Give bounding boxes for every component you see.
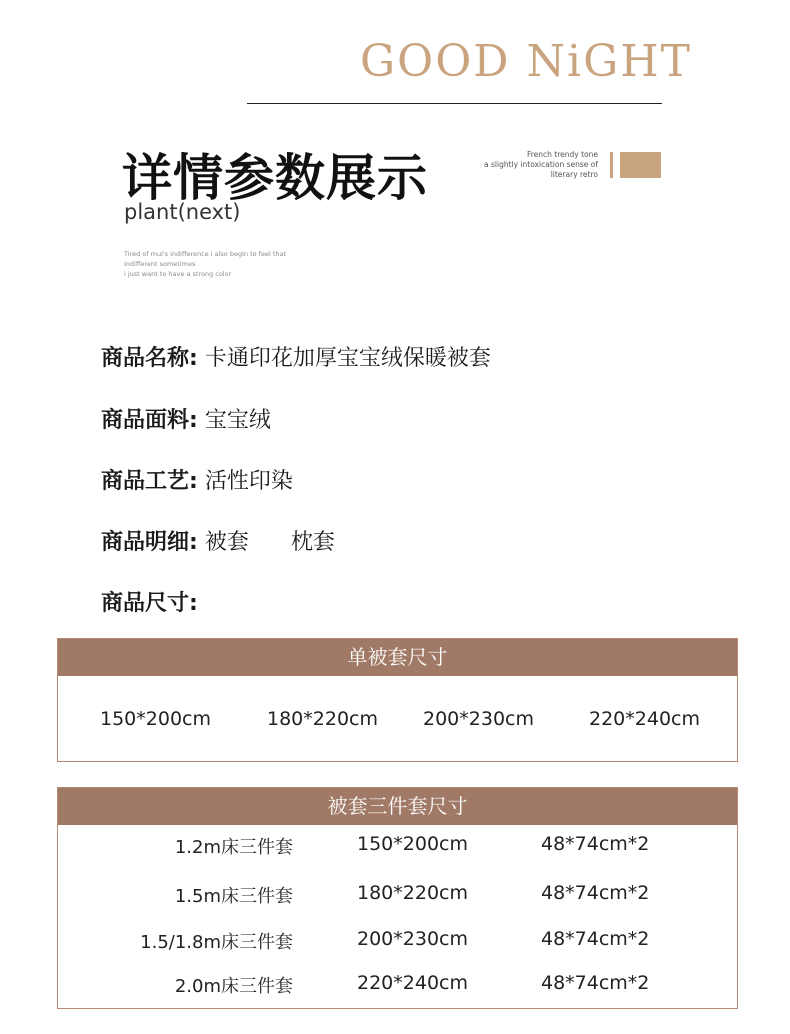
single-duvet-size: 220*240cm — [589, 708, 700, 730]
tagline-line: i just want to have a strong color — [124, 270, 232, 278]
tagline-line: indifferent sometimes — [124, 260, 196, 268]
spec-value: 卡通印花加厚宝宝绒保暖被套 — [204, 346, 491, 371]
spec-key: 商品尺寸: — [101, 591, 198, 616]
pillow-size: 48*74cm*2 — [541, 928, 650, 950]
spec-key: 商品工艺: — [101, 469, 198, 494]
brand-logo-text: GOOD NiGHT — [360, 36, 692, 87]
duvet-size: 180*220cm — [357, 882, 468, 904]
accent-bar-thin — [610, 152, 613, 178]
bed-size: 1.5m床三件套 — [174, 886, 293, 907]
sub-brand: plant(next) — [124, 200, 241, 224]
page-title: 详情参数展示 — [122, 149, 428, 207]
bed-size: 1.5/1.8m床三件套 — [140, 932, 293, 953]
spec-key: 商品名称: — [101, 346, 198, 371]
table-row — [57, 972, 736, 1002]
table-row — [57, 928, 736, 958]
tagline — [124, 249, 286, 279]
spec-row-contents — [101, 525, 335, 556]
duvet-size: 150*200cm — [357, 833, 468, 855]
pillow-size: 48*74cm*2 — [541, 882, 650, 904]
spec-key: 商品明细: — [101, 530, 198, 555]
single-duvet-size-box — [57, 638, 738, 762]
spec-value: 枕套 — [290, 530, 335, 555]
single-duvet-size: 150*200cm — [100, 708, 211, 730]
side-note — [484, 150, 598, 180]
spec-value: 被套 — [204, 530, 249, 555]
pillow-size: 48*74cm*2 — [541, 833, 650, 855]
spec-row-craft — [101, 464, 293, 495]
three-piece-size-title: 被套三件套尺寸 — [58, 788, 737, 825]
accent-bar — [620, 152, 661, 178]
table-row — [57, 882, 736, 912]
table-row — [57, 833, 736, 863]
tagline-line: Tired of mui's indifference i also begin to feel that — [124, 250, 287, 258]
single-duvet-size-title: 单被套尺寸 — [58, 639, 737, 676]
spec-row-name — [101, 341, 491, 372]
side-note-line: literary retro — [550, 170, 598, 179]
single-duvet-size: 200*230cm — [423, 708, 534, 730]
spec-key: 商品面料: — [101, 408, 198, 433]
duvet-size: 200*230cm — [357, 928, 468, 950]
bed-size: 1.2m床三件套 — [174, 837, 293, 858]
duvet-size: 220*240cm — [357, 972, 468, 994]
spec-row-fabric — [101, 403, 271, 434]
spec-row-size — [101, 586, 198, 617]
brand-divider — [247, 103, 662, 104]
spec-value: 宝宝绒 — [204, 408, 271, 433]
bed-size: 2.0m床三件套 — [174, 976, 293, 997]
pillow-size: 48*74cm*2 — [541, 972, 650, 994]
side-note-line: French trendy tone — [526, 150, 598, 159]
side-note-line: a slightly intoxication sense of — [484, 160, 598, 169]
single-duvet-size: 180*220cm — [267, 708, 378, 730]
spec-value: 活性印染 — [204, 469, 293, 494]
